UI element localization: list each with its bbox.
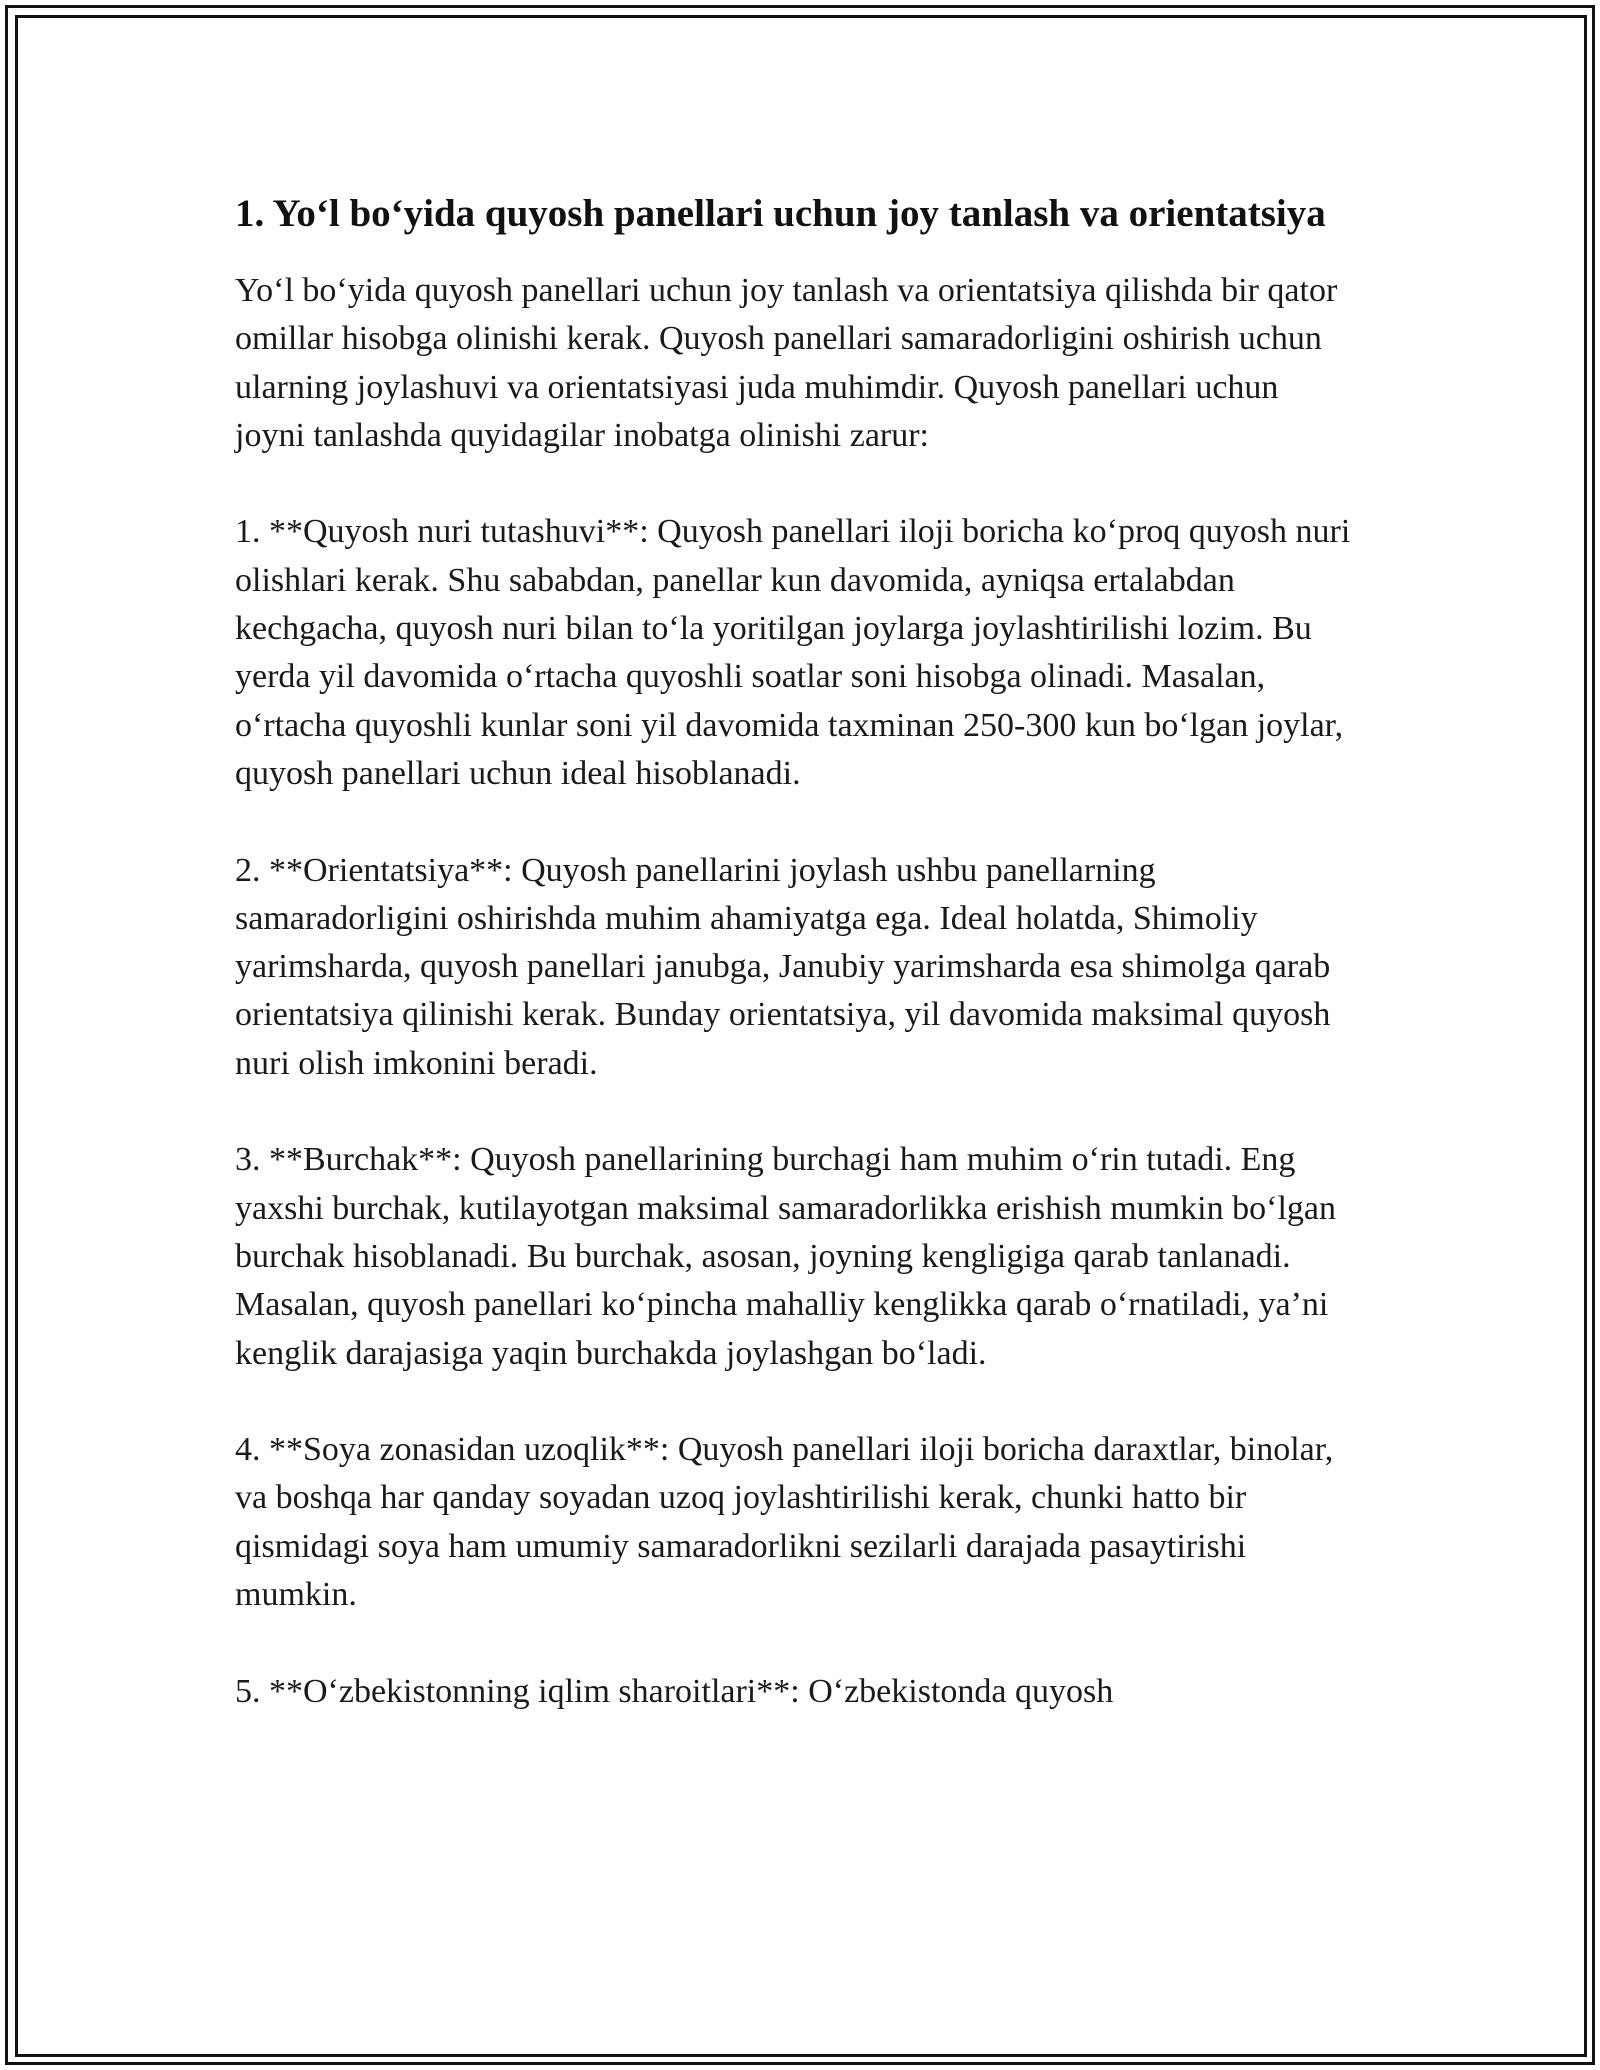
paragraph-shade: 4. **Soya zonasidan uzoqlik**: Quyosh panellari iloji boricha daraxtlar, binolar, va boshqa har qanday soyadan uzoq joylashtirilishi kerak, chunki hatto bir qismidagi soya ham umumiy samaradorlikni sezilarli darajada pasaytirishi mumkin.: [235, 1431, 1334, 1614]
document-page: [235, 186, 1355, 1716]
paragraph-orientation: 2. **Orientatsiya**: Quyosh panellarini joylash ushbu panellarning samaradorligini oshirishda muhim ahamiyatga ega. Ideal holatda, Shimoliy yarimsharda, quyosh panellari janubga, Janubiy yarimsharda esa shimolga qarab orientatsiya qilinishi kerak. Bunday orientatsiya, yil davomida maksimal quyosh nuri olish imkonini beradi.: [235, 851, 1331, 1082]
section-heading: 1. Yo‘l bo‘yida quyosh panellari uchun joy tanlash va orientatsiya: [235, 192, 1326, 235]
paragraph-angle: 3. **Burchak**: Quyosh panellarining burchagi ham muhim o‘rin tutadi. Eng yaxshi burchak, kutilayotgan maksimal samaradorlikka erishish mumkin bo‘lgan burchak hisoblanadi. Bu burchak, asosan, joyning kengligiga qarab tanlanadi. Masalan, quyosh panellari ko‘pincha mahalliy kenglikka qarab o‘rnatiladi, ya’ni kenglik darajasiga yaqin burchakda joylashgan bo‘ladi.: [235, 1141, 1336, 1372]
paragraph-climate: 5. **O‘zbekistonning iqlim sharoitlari**: O‘zbekistonda quyosh: [235, 1672, 1114, 1710]
paragraph-sunlight: 1. **Quyosh nuri tutashuvi**: Quyosh panellari iloji boricha ko‘proq quyosh nuri olishlari kerak. Shu sababdan, panellar kun davomida, ayniqsa ertalabdan kechgacha, quyosh nuri bilan to‘la yoritilgan joylarga joylashtirilishi lozim. Bu yerda yil davomida o‘rtacha quyoshli soatlar soni hisobga olinadi. Masalan, o‘rtacha quyoshli kunlar soni yil davomida taxminan 250-300 kun bo‘lgan joylar, quyosh panellari uchun ideal hisoblanadi.: [235, 513, 1351, 792]
intro-paragraph: Yo‘l bo‘yida quyosh panellari uchun joy tanlash va orientatsiya qilishda bir qator omillar hisobga olinishi kerak. Quyosh panellari samaradorligini oshirish uchun ularning joylashuvi va orientatsiyasi juda muhimdir. Quyosh panellari uchun joyni tanlashda quyidagilar inobatga olinishi zarur:: [235, 272, 1338, 454]
